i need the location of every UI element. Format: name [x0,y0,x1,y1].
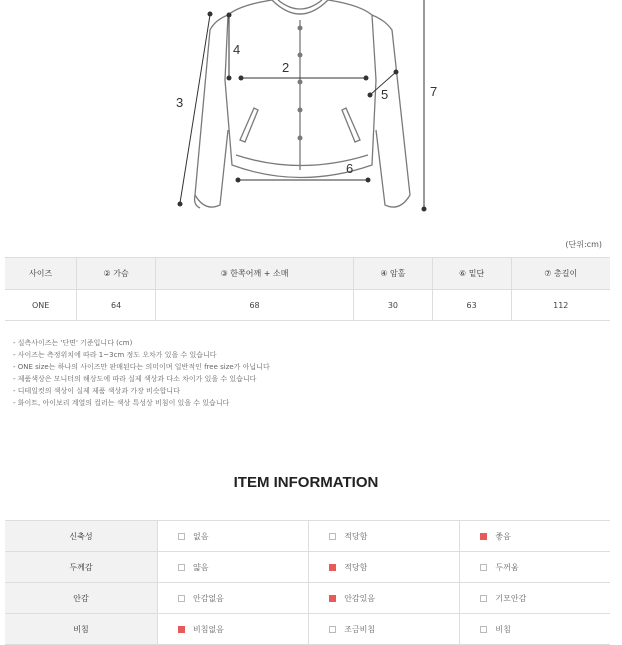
item-information-table [5,520,610,645]
unit-note: (단위:cm) [565,240,602,249]
armhole-cell: 30 [354,290,433,321]
item-option-label: 적당함 [344,562,368,572]
unchecked-box-icon [178,533,185,540]
note-item: - 실측사이즈는 '단면' 기준입니다 (cm) [13,339,133,347]
item-option [460,614,610,645]
item-option-label: 적당함 [344,531,368,541]
item-option [460,552,610,583]
checked-box-icon [480,533,487,540]
table-row [5,290,610,321]
item-row-label: 안감 [5,583,158,614]
note-item: - 사이즈는 측정위치에 따라 1~3cm 정도 오차가 있을 수 있습니다 [13,351,217,359]
size-table [5,257,610,321]
item-option [158,521,309,552]
item-option-label: 안감없음 [193,593,224,603]
item-option-label: 비침없음 [193,624,224,634]
item-option [309,614,460,645]
note-item: - 디테일컷의 색상이 실제 제품 색상과 가장 비슷합니다 [13,387,180,395]
unchecked-box-icon [178,564,185,571]
measure-label-6: 6 [346,161,354,176]
item-option [158,583,309,614]
item-row-label: 두께감 [5,552,158,583]
unchecked-box-icon [178,595,185,602]
header-chest: ② 가슴 [77,258,156,290]
item-row-label: 비침 [5,614,158,645]
table-row [5,614,610,645]
notes-list [13,337,270,409]
measure-label-4: 4 [233,42,241,57]
table-row [5,552,610,583]
item-option-label: 기모안감 [495,593,527,603]
size-cell: ONE [5,290,77,321]
item-option-label: 없음 [193,531,209,541]
item-option-label: 조금비침 [344,624,376,634]
table-row [5,521,610,552]
item-option-label: 비침 [495,624,511,634]
measure-line-3 [180,15,210,203]
size-table-header [5,258,610,290]
item-option-label: 좋음 [495,531,511,541]
header-length: ⑦ 총길이 [511,258,610,290]
note-item: - ONE size는 하나의 사이즈만 판매된다는 의미이며 일반적인 free size가 아닙니다 [13,363,270,371]
table-row [5,583,610,614]
measure-label-2: 2 [282,60,290,75]
item-row-label: 신축성 [5,521,158,552]
note-item: - 제품색상은 모니터의 해상도에 따라 실제 색상과 다소 차이가 있을 수 있습니다 [13,375,257,383]
item-information-title: ITEM INFORMATION [233,474,379,491]
unchecked-box-icon [480,595,487,602]
note-item: - 화이트, 아이보리 계열의 컬러는 색상 특성상 비침이 있을 수 있습니다 [13,399,230,407]
hem-cell: 63 [432,290,511,321]
item-option [460,583,610,614]
length-cell: 112 [511,290,610,321]
item-table-body [5,521,610,645]
checked-box-icon [178,626,185,633]
header-armhole: ④ 암홀 [354,258,433,290]
shoulder-sleeve-cell: 68 [156,290,354,321]
measure-label-5: 5 [381,87,389,102]
unchecked-box-icon [480,564,487,571]
unchecked-box-icon [480,626,487,633]
item-option [309,521,460,552]
item-option-label: 두꺼움 [495,562,519,572]
unchecked-box-icon [329,533,336,540]
jacket-measurement-diagram [0,0,622,230]
checked-box-icon [329,595,336,602]
header-shoulder-sleeve: ③ 한쪽어깨 + 소매 [156,258,354,290]
item-option-label: 안감있음 [344,593,376,603]
item-option [158,552,309,583]
chest-cell: 64 [77,290,156,321]
item-option [309,583,460,614]
item-option [460,521,610,552]
item-option-label: 얇음 [193,562,209,572]
item-option [158,614,309,645]
checked-box-icon [329,564,336,571]
unchecked-box-icon [329,626,336,633]
item-option [309,552,460,583]
jacket-outline [195,0,410,208]
header-size: 사이즈 [5,258,77,290]
measure-label-3: 3 [176,95,184,110]
measure-label-7: 7 [430,84,438,99]
header-hem: ⑥ 밑단 [432,258,511,290]
